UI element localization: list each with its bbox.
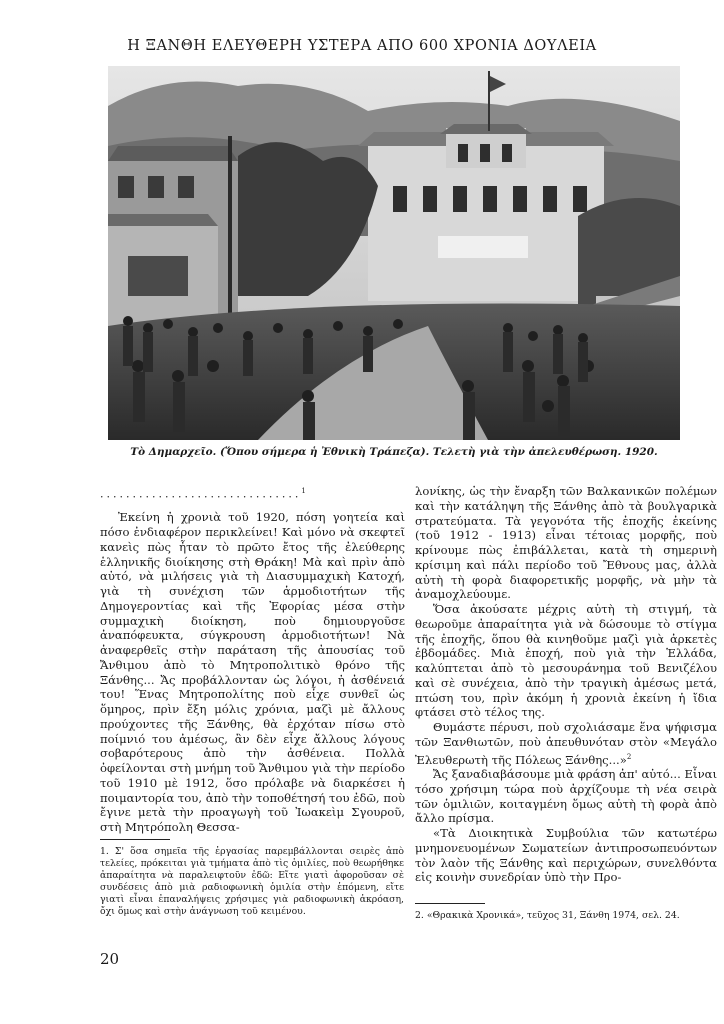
page-number: 20 — [100, 950, 120, 968]
footnote-divider — [100, 839, 170, 840]
paragraph: λονίκης, ὡς τὴν ἔναρξη τῶν Βαλκανικῶν πολέμων καὶ τὴν κατάληψη τῆς Ξάνθης ἀπὸ τὰ βουλγαρικὰ στρατεύματα. Τὰ γεγονότα τῆς ἐποχῆς ἐκείνης (τοῦ 1912 - 1913) εἶναι τέτοιας μορφῆς, ποὺ κρίνουμε πὼς ἐπιβάλλεται, κατὰ τὴ σημερινὴ κρίσιμη καὶ πάλι περίοδο τοῦ Ἔθνους μας, ἀλλὰ αὐτὴ τὴ φορὰ διαφορετικῆς μορφῆς, νὰ μὴν τὰ ἀναμοχλεύουμε. — [415, 484, 717, 602]
paragraph: «Τὰ Διοικητικὰ Συμβούλια τῶν κατωτέρω μνημονευομένων Σωματείων ἀντιπροσωπευόντων τὸν λαὸν τῆς Ξάνθης καὶ περιχώρων, συνελθόντα εἰς κοινὴν συνεδρίαν ὑπὸ τὴν Προ- — [415, 826, 717, 885]
omission-dots — [100, 484, 405, 502]
footnote-ref-1: 1 — [301, 487, 309, 495]
paragraph: Ἄς ξαναδιαβάσουμε μιὰ φράση ἀπ' αὐτό... Εἶναι τόσο χρήσιμη τώρα ποὺ ἀρχίζουμε τὴ νέα σειρὰ τῶν ὁμιλιῶν, κοιταγμένη ὅμως αὐτὴ τὴ φορὰ ἀπὸ ἄλλο πρίσμα. — [415, 767, 717, 826]
paragraph: Ἐκείνη ἡ χρονιὰ τοῦ 1920, πόση γοητεία καὶ πόσο ἐνδιαφέρον περικλείνει! Καὶ μόνο νὰ σκεφτεῖ κανεὶς πὼς ἦταν τὸ πρῶτο ἔτος τῆς ἐλεύθερης ἑλληνικῆς διοίκησης στὴ Θράκη! Μὰ καὶ πρὶν ἀπὸ αὐτό, νὰ μιλήσεις γιὰ τὴ Διασυμμαχικὴ Κατοχή, γιὰ τὴ συνέχιση τῶν ἁρμοδιοτήτων τῆς Δημογεροντίας καὶ τῆς Ἐφορίας μέσα στὴν συμμαχικὴ διοίκηση, ποὺ δημιουργοῦσε ἀναπόφευκτα, σύγκρουση ἁρμοδιοτήτων! Νὰ ἀναφερθεῖς στὴν παράταση τῆς ἀπουσίας τοῦ Ἄνθιμου ἀπὸ τὸ Μητροπολιτικὸ θρόνο τῆς Ξάνθης... Ἄς προβάλλονταν ὡς λόγοι, ἡ ἀσθένειά του! Ἕνας Μητροπολίτης ποὺ εἶχε συνθεῖ ὡς ὅμηρος, πρὶν ἔξη μόλις χρόνια, μαζὶ μὲ ἄλλους προύχοντες τῆς Ξάνθης, θὰ ἐρχόταν πίσω στὸ ποίμνιό του ἀμέσως, ἂν δὲν εἶχε ἄλλους λόγους σοβαρότερους ἀπὸ τὴν ἀσθένεια. Πολλὰ ὀφείλονται στὴ μνήμη τοῦ Ἄνθιμου γιὰ τὴν περίοδο τοῦ 1910 μὲ 1912, ὅσο πρόλαβε νὰ διαρκέσει ἡ ποιμαντορία του, ἀπὸ τὴν τοποθέτησή του ἐδῶ, ποὺ ἔγινε μετὰ τὴν προαγωγὴ τοῦ Ἰωακεὶμ Σγουροῦ, στὴ Μητρόπολη Θεσσα- — [100, 510, 405, 835]
page-title: Η ΞΑΝΘΗ ΕΛΕΥΘΕΡΗ ΥΣΤΕΡΑ ΑΠΟ 600 ΧΡΟΝΙΑ ΔΟΥΛΕΙΑ — [127, 38, 597, 54]
footnote-1: 1. Σ' ὅσα σημεῖα τῆς ἐργασίας παρεμβάλλονται σειρὲς ἀπὸ τελείες, πρόκειται γιὰ τμήματα ἀπὸ τὶς ὁμιλίες, ποὺ θεωρήθηκε ἀπαραίτητα νὰ παραλειφτοῦν ἐδῶ: Εἴτε γιατὶ ἀφοροῦσαν σὲ συνδέσεις ἀπὸ μιὰ ραδιοφωνικὴ ὁμιλία στὴν ἑπόμενη, εἴτε γιατὶ εἶναι ἐπαναλήψεις χρήσιμες γιὰ ραδιοφωνικὴ ἀκρόαση, ὄχι ὅμως καὶ στὴν ἀνάγνωση τοῦ κειμένου. — [100, 846, 404, 917]
paragraph — [415, 720, 717, 767]
paragraph: Ὅσα ἀκούσατε μέχρις αὐτὴ τὴ στιγμή, τὰ θεωροῦμε ἀπαραίτητα γιὰ νὰ δώσουμε τὸ στίγμα τῆς ἐποχῆς, ὅπου θὰ κινηθοῦμε μαζὶ γιὰ ἀρκετὲς ἑβδομάδες. Μιὰ ἐποχή, ποὺ γιὰ τὴν Ἑλλάδα, καλύπτεται ἀπὸ τὸ μεσουράνημα τοῦ Βενιζέλου καὶ σὲ συνέχεια, ἀπὸ τὴν τραγικὴ ἀμέσως μετά, πτώση του, πρὶν ἀκόμη ἡ χρονιὰ ἐκείνη ἡ ἴδια φτάσει στὸ τέλος της. — [415, 602, 717, 720]
left-column — [100, 484, 405, 835]
photo-illustration — [108, 66, 680, 440]
footnote-divider — [415, 903, 485, 904]
footnote-ref-2: 2 — [626, 752, 632, 761]
paragraph-text: Θυμάστε πέρυσι, ποὺ σχολιάσαμε ἕνα ψήφισμα τῶν Ξανθιωτῶν, ποὺ ἀπευθυνόταν στὸν «Μεγάλο Ἐλευθερωτὴ τῆς Πόλεως Ξάνθης...» — [415, 720, 717, 767]
town-hall-photo — [108, 66, 680, 440]
photo-caption: Τὸ Δημαρχεῖο. (Ὅπου σήμερα ἡ Ἐθνικὴ Τράπεζα). Τελετὴ γιὰ τὴν ἀπελευθέρωση. 1920. — [130, 446, 658, 458]
omission-dots-text: ............................... — [100, 487, 302, 501]
footnote-2: 2. «Θρακικὰ Χρονικά», τεῦχος 31, Ξάνθη 1974, σελ. 24. — [415, 910, 680, 921]
right-column — [415, 484, 717, 885]
